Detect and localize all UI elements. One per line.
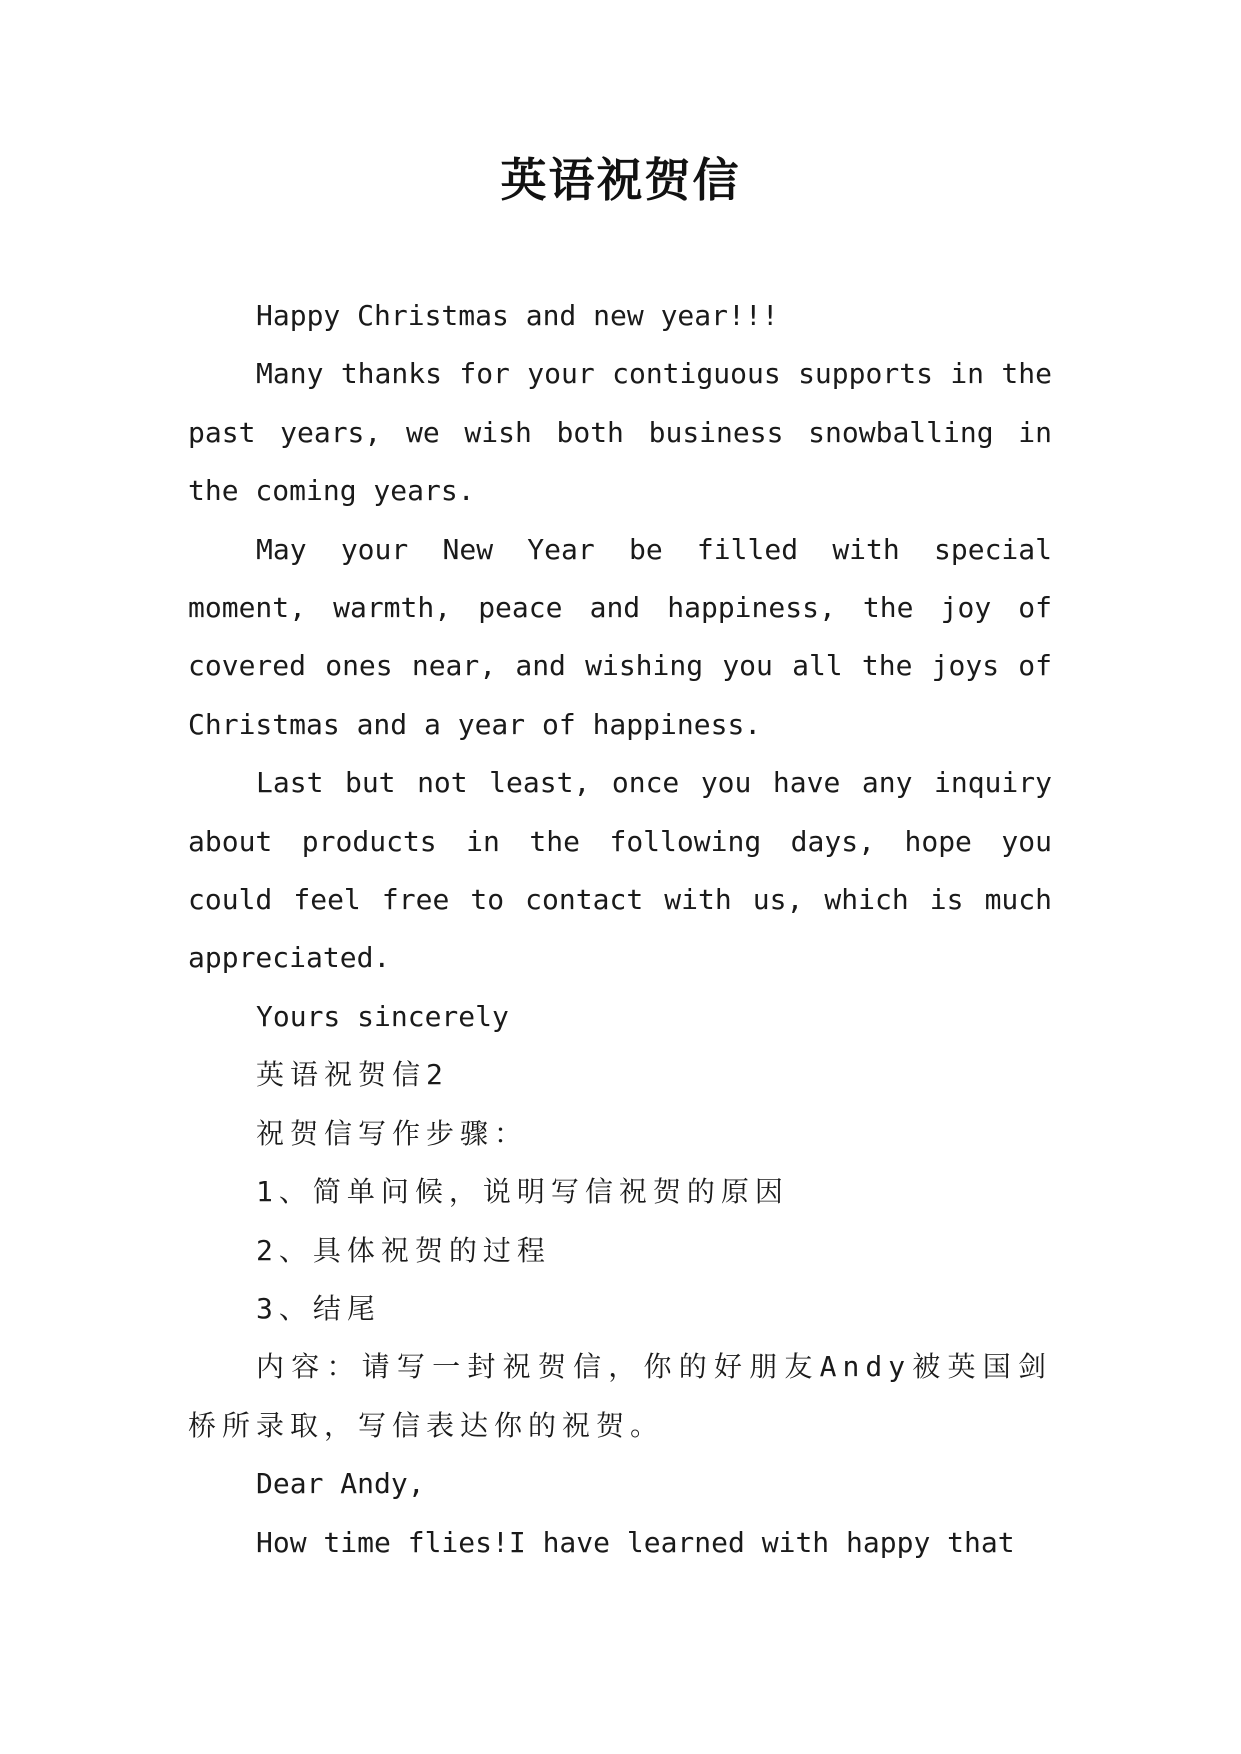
paragraph-wishes: May your New Year be filled with special moment, warmth, peace and happiness, the joy of covered ones near, and wishing you all the joys of Christmas and a year of happiness. (188, 532, 1052, 741)
paragraph-letter-start: How time flies!I have learned with happy that (256, 1525, 1015, 1559)
paragraph-salutation: Dear Andy, (256, 1467, 425, 1501)
paragraph-closing: Yours sincerely (256, 999, 509, 1033)
paragraph-subtitle: 英语祝贺信2 (256, 1058, 449, 1092)
paragraph-greeting: Happy Christmas and new year!!! (256, 299, 779, 332)
paragraph-thanks: Many thanks for your contiguous supports in the past years, we wish both business snowballing in the coming years. (188, 357, 1052, 508)
document-title: 英语祝贺信 (500, 153, 741, 207)
paragraph-step-1: 1、简单问候，说明写信祝贺的原因 (256, 1175, 789, 1209)
paragraph-step-2: 2、具体祝贺的过程 (256, 1233, 551, 1267)
paragraph-content-prompt: 内容：请写一封祝贺信，你的好朋友Andy被英国剑桥所录取，写信表达你的祝贺。 (188, 1350, 1052, 1442)
paragraph-steps-heading: 祝贺信写作步骤： (256, 1116, 529, 1150)
paragraph-step-3: 3、结尾 (256, 1291, 381, 1325)
paragraph-inquiry: Last but not least, once you have any inquiry about products in the following days, hope you could feel free to contact with us, which is much appreciated. (188, 766, 1052, 975)
document-body (188, 287, 1052, 1572)
